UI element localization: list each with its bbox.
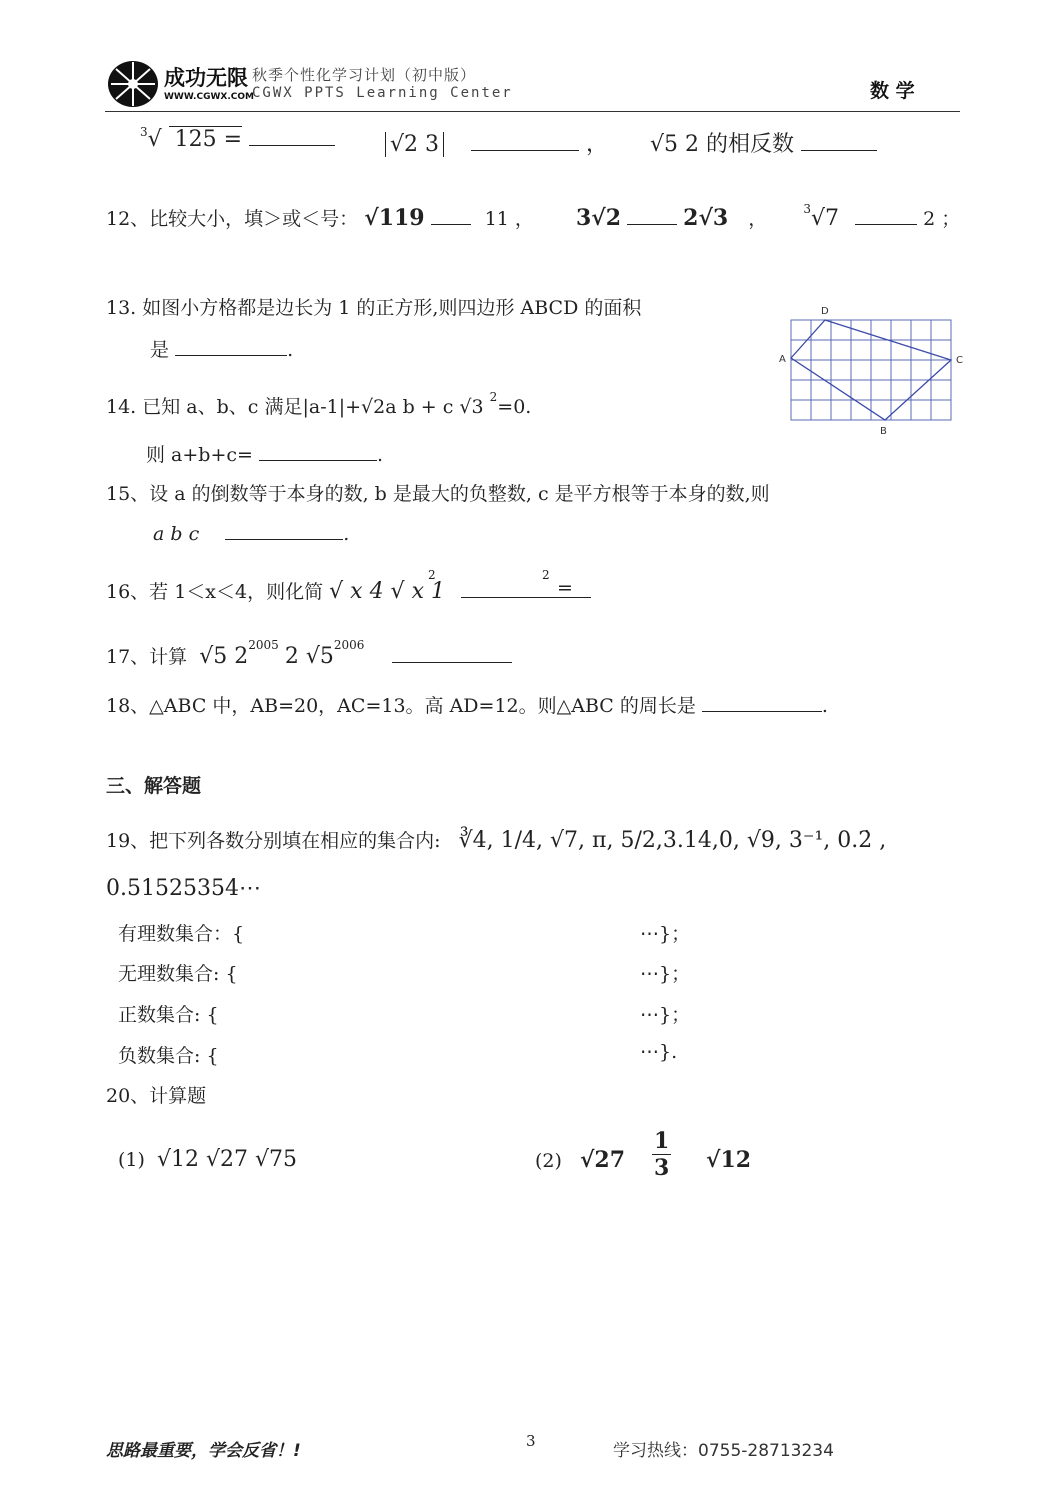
set-negative-end: ⋯}. xyxy=(640,1041,678,1063)
set-positive-end: ⋯}； xyxy=(640,1004,691,1026)
program-title-cn: 秋季个性化学习计划（初中版） xyxy=(252,66,477,84)
grid-quadrilateral-figure xyxy=(775,303,970,438)
q20-part2: (2) √27 xyxy=(535,1147,626,1173)
answer-blank xyxy=(392,644,512,663)
q14-line1: 14. 已知 a、b、c 满足|a-1|+√2a b + c √3 $^2$=0. xyxy=(106,390,532,418)
q15-line1: 15、设 a 的倒数等于本身的数, b 是最大的负整数, c 是平方根等于本身的数,则 xyxy=(106,483,770,505)
q20-fraction: 1 3 xyxy=(654,1128,670,1181)
abs-expression: √2 3 ， xyxy=(385,127,608,158)
q20-part1: (1) √12 √27 √75 xyxy=(118,1147,297,1172)
answer-blank xyxy=(175,337,287,356)
label-a: A xyxy=(779,354,786,365)
answer-blank xyxy=(259,442,377,461)
question-12: 12、比较大小，填＞或＜号： √119 11 ， 3√2 2√3 ， $^3$√7 2 ； xyxy=(106,202,961,231)
label-c: C xyxy=(956,355,963,366)
header-divider xyxy=(105,111,960,112)
answer-blank xyxy=(702,693,822,712)
logo-icon xyxy=(107,60,159,108)
opposite-number: √5 2 的相反数 xyxy=(650,127,877,158)
set-negative-label: 负数集合: { xyxy=(118,1045,219,1067)
answer-blank xyxy=(249,127,335,146)
q20-title: 20、计算题 xyxy=(106,1085,207,1107)
set-rational-end: ⋯}； xyxy=(640,923,691,945)
q19-number-tail: 0.51525354⋯ xyxy=(106,876,261,901)
answer-blank xyxy=(855,206,917,225)
subject-label: 数 学 xyxy=(870,80,915,102)
label-b: B xyxy=(880,426,887,437)
set-rational-label: 有理数集合：{ xyxy=(118,923,245,945)
answer-blank xyxy=(627,206,677,225)
section-title: 三、解答题 xyxy=(106,775,202,797)
answer-blank xyxy=(801,132,877,151)
q14-line2: 则 a+b+c= . xyxy=(146,444,384,466)
label-d: D xyxy=(821,306,829,317)
q19-prompt: 19、把下列各数分别填在相应的集合内: ∛4, 1/4, √7, π, 5/2,3.14,0, √9, 3⁻¹, 0.2̇ , xyxy=(106,828,887,853)
program-title-en: CGWX PPTS Learning Center xyxy=(252,85,513,101)
logo-text: 成功无限 xyxy=(164,66,248,90)
q13-line1: 13. 如图小方格都是边长为 1 的正方形,则四边形 ABCD 的面积 xyxy=(106,297,642,319)
question-17: 17、计算 √5 $2^{2005}$ 2 $√5^{2006}$ xyxy=(106,642,512,669)
q16-equals: = xyxy=(557,577,573,599)
cube-root-125: $^3$√ 125 = xyxy=(140,127,335,152)
q16-exponent: 2 xyxy=(428,568,436,582)
footer-motto: 思路最重要，学会反省！! xyxy=(106,1441,301,1461)
q20-part2-tail: √12 xyxy=(706,1147,752,1173)
footer-hotline: 学习热线：0755-28713234 xyxy=(613,1441,834,1461)
q15-line2: a b c . xyxy=(153,523,350,545)
question-18: 18、△ABC 中，AB=20，AC=13。高 AD=12。则△ABC 的周长是 . xyxy=(106,695,828,717)
question-16: 16、若 1＜x＜4，则化简 √ x 4 √ x 1 xyxy=(106,577,591,604)
set-irrational-label: 无理数集合: { xyxy=(118,963,238,985)
q16-exponent: 2 xyxy=(542,568,550,582)
answer-blank xyxy=(225,521,343,540)
set-positive-label: 正数集合: { xyxy=(118,1004,219,1026)
answer-blank xyxy=(431,206,471,225)
answer-blank xyxy=(471,132,579,151)
page-number: 3 xyxy=(526,1432,536,1450)
logo-url: WWW.CGWX.COM xyxy=(164,92,254,102)
set-irrational-end: ⋯}； xyxy=(640,963,691,985)
q13-line2: 是 . xyxy=(150,339,294,361)
